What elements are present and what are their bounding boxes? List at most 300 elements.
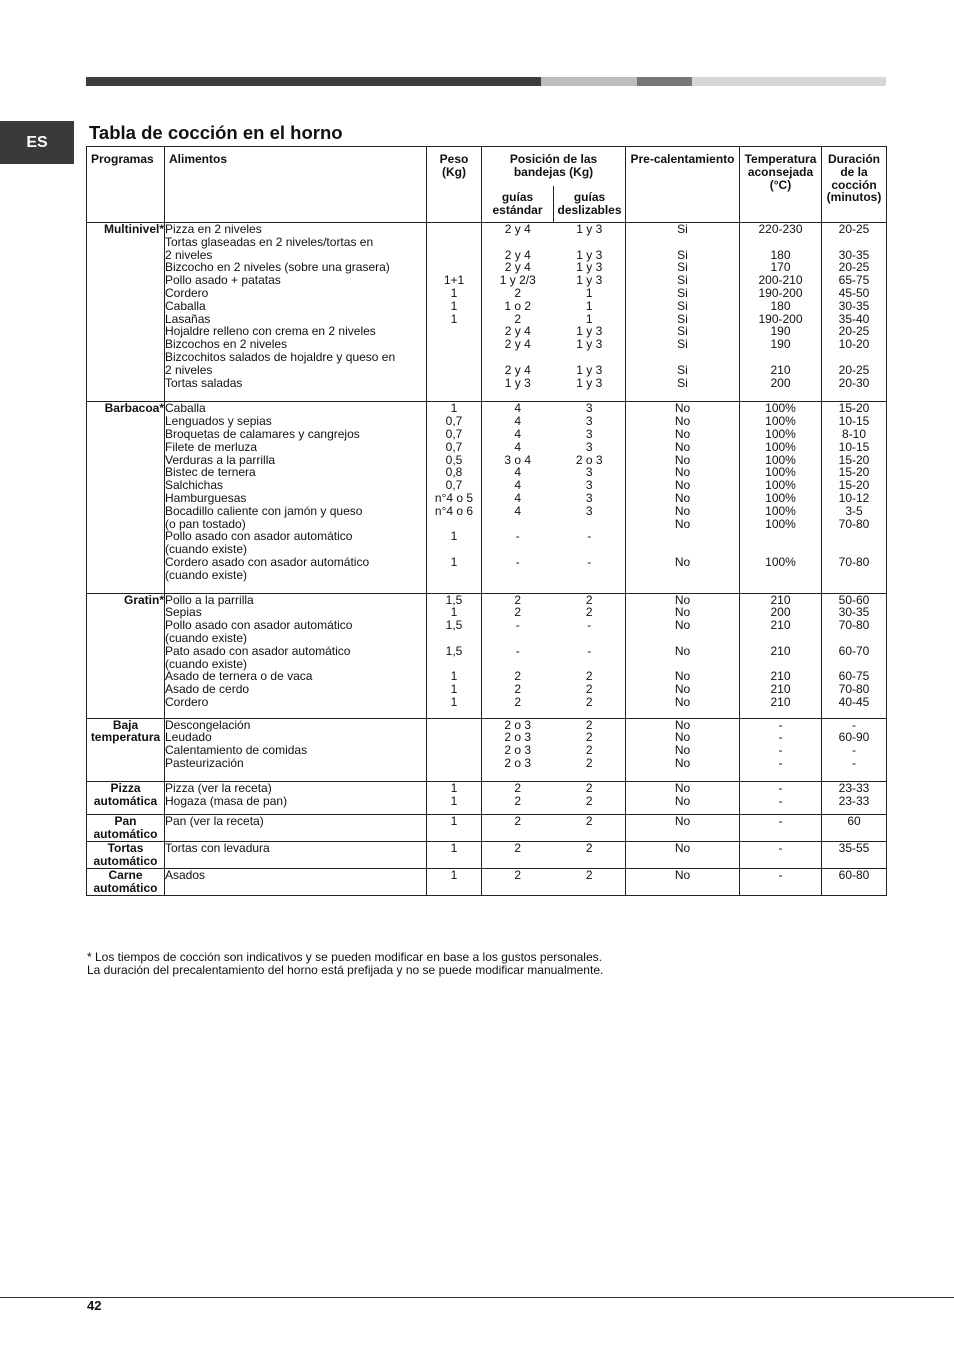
temperatura-value: -: [778, 743, 783, 758]
guias-estandar-value: 1 y 3: [504, 375, 531, 390]
precalentamiento-value: Si: [677, 375, 688, 390]
guias-deslizables-value: 2: [585, 605, 593, 620]
guias-deslizables-values: [554, 869, 626, 882]
peso-value: 0,7: [445, 426, 463, 441]
duracion-value: 35-40: [838, 311, 870, 326]
precalentamiento-cell: [626, 402, 740, 593]
guias-estandar-values: [482, 842, 554, 855]
peso-cell: [427, 593, 482, 718]
guias-deslizables-value: -: [587, 554, 592, 569]
food-item: Bizcochos en 2 niveles: [165, 337, 288, 352]
program-cell: [87, 815, 165, 842]
peso-cell: [427, 842, 482, 869]
precalentamiento-value: No: [674, 426, 691, 441]
precalentamiento-value: Si: [677, 298, 688, 313]
guias-estandar-value: 2 o 3: [504, 717, 532, 732]
precalentamiento-cell: [626, 593, 740, 718]
guias-deslizables-value: 3: [585, 490, 593, 505]
header-guias-estandar-line: guías: [501, 190, 534, 205]
header-temperatura-line: aconsejada: [747, 164, 814, 179]
duracion-cell: [822, 781, 887, 815]
guias-deslizables-value: 1 y 3: [576, 273, 603, 288]
precalentamiento-cell: [626, 718, 740, 781]
header-duracion: [822, 147, 887, 223]
peso-value: [427, 338, 481, 351]
peso-value: 1: [450, 814, 458, 829]
peso-value: n°4 o 6: [434, 503, 474, 518]
guias-deslizables-value: [554, 543, 626, 556]
header-guias-deslizables-line: guías: [573, 190, 606, 205]
food-item: Pizza en 2 niveles: [165, 222, 262, 236]
header-precalentamiento: Pre-calentamiento: [626, 147, 740, 223]
food-item: Tortas glaseadas en 2 niveles/tortas en: [165, 234, 374, 249]
peso-value: [427, 377, 481, 390]
program-name: Tortas: [107, 841, 144, 856]
temperatura-value: -: [778, 717, 783, 732]
temperatura-value: 200: [770, 375, 791, 390]
temperatura-cell: [740, 842, 822, 869]
temperatura-value: 200: [770, 605, 791, 620]
guias-estandar-value: 2: [514, 694, 522, 709]
food-item: Pan (ver la receta): [165, 814, 264, 829]
precalentamiento-value: Si: [677, 222, 688, 236]
guias-deslizables-value: 2: [585, 814, 593, 829]
guias-estandar-value: 4: [514, 490, 522, 505]
table-row: [87, 815, 887, 842]
guias-deslizables-values: [554, 719, 626, 770]
guias-estandar-values: [482, 815, 554, 828]
temperatura-value: 210: [770, 618, 791, 633]
precalentamiento-value: No: [674, 605, 691, 620]
guias-estandar-values: [482, 223, 554, 389]
footnote-line: La duración del precalentamiento del horno está prefijada y no se puede modificar manualmente.: [87, 963, 604, 977]
duracion-value: 60-75: [838, 669, 870, 684]
guias-deslizables-value: 3: [585, 503, 593, 518]
precalentamiento-cell: [626, 815, 740, 842]
temperatura-value: 180: [770, 247, 791, 262]
peso-value: [427, 223, 481, 236]
header-guias-deslizables: [553, 186, 625, 222]
guias-estandar-values: [482, 782, 554, 808]
duracion-value: 35-55: [838, 841, 870, 856]
guias-deslizables-value: 3: [585, 401, 593, 416]
program-name: temperatura: [90, 730, 161, 745]
duracion-value: -: [852, 717, 856, 732]
food-item: Pollo asado con asador automático: [165, 618, 353, 633]
duracion-value: 20-25: [838, 362, 870, 377]
peso-value: 1: [450, 285, 458, 300]
header-guias-deslizables-line: deslizables: [557, 203, 622, 218]
duracion-value: 70-80: [838, 618, 870, 633]
duracion-value: [822, 236, 886, 249]
food-item: Pizza (ver la receta): [165, 780, 272, 795]
food-item: Cordero asado con asador automático: [165, 554, 370, 569]
food-item: Filete de merluza: [165, 439, 258, 454]
peso-value: [427, 632, 481, 645]
guias-deslizables-value: 2: [585, 868, 593, 883]
temperatura-value: 210: [770, 643, 791, 658]
precalentamiento-value: [626, 236, 739, 249]
duracion-value: 8-10: [841, 426, 867, 441]
precalentamiento-value: No: [674, 814, 691, 829]
precalentamiento-value: [626, 543, 739, 556]
temperatura-value: -: [778, 841, 783, 856]
temperatura-value: [740, 632, 821, 645]
precalentamiento-value: No: [674, 490, 691, 505]
duracion-value: 23-33: [838, 780, 870, 795]
peso-value: 1+1: [443, 273, 465, 288]
guias-estandar-value: 4: [514, 414, 522, 429]
precalentamiento-value: Si: [677, 324, 688, 339]
food-item: Hamburguesas: [165, 490, 247, 505]
temperatura-value: -: [778, 756, 783, 771]
peso-value: [427, 236, 481, 249]
temperatura-value: [740, 351, 821, 364]
foods-cell: [165, 223, 427, 402]
posicion-cell: [482, 593, 626, 718]
foods-cell: [165, 402, 427, 593]
temperatura-value: 100%: [765, 516, 796, 531]
footnotes: [87, 951, 603, 977]
peso-value: 1: [450, 311, 458, 326]
peso-value: 1: [450, 529, 458, 544]
food-item: (cuando existe): [165, 630, 248, 645]
temperatura-cell: [740, 718, 822, 781]
duracion-value: 20-25: [838, 260, 870, 275]
precalentamiento-value: Si: [677, 285, 688, 300]
precalentamiento-value: No: [674, 868, 691, 883]
temperatura-value: -: [778, 793, 783, 808]
duracion-value: -: [852, 743, 856, 758]
guias-deslizables-value: 1 y 3: [576, 222, 603, 236]
guias-estandar-value: -: [515, 618, 520, 633]
duracion-value: 15-20: [838, 465, 870, 480]
guias-estandar-value: 4: [514, 478, 522, 493]
guias-estandar-value: 2: [514, 793, 522, 808]
guias-estandar-value: -: [515, 529, 520, 544]
temperatura-value: 100%: [765, 490, 796, 505]
food-item: Bistec de ternera: [165, 465, 256, 480]
guias-deslizables-value: 2: [585, 730, 593, 745]
guias-estandar-value: -: [515, 643, 520, 658]
food-item: Lasañas: [165, 311, 211, 326]
temperatura-cell: [740, 815, 822, 842]
header-duracion-line: cocción: [831, 177, 877, 192]
food-item: Asados: [165, 868, 206, 883]
bottom-rule: [0, 1297, 954, 1298]
temperatura-value: 210: [770, 694, 791, 709]
guias-deslizables-value: 1 y 3: [576, 337, 603, 352]
program-name: Gratin*: [123, 592, 164, 607]
precalentamiento-value: [626, 351, 739, 364]
peso-value: 1: [450, 694, 458, 709]
guias-estandar-values: [482, 869, 554, 882]
table-body: [87, 223, 887, 896]
food-item: Calentamiento de comidas: [165, 743, 308, 758]
peso-value: [427, 744, 481, 757]
duracion-value: 70-80: [838, 554, 870, 569]
guias-estandar-value: 2 y 4: [504, 247, 531, 262]
precalentamiento-value: No: [674, 694, 691, 709]
guias-deslizables-value: [554, 236, 626, 249]
food-item: Tortas saladas: [165, 375, 243, 390]
temperatura-value: -: [778, 814, 783, 829]
precalentamiento-value: [626, 569, 739, 582]
guias-estandar-value: 2: [514, 669, 522, 684]
peso-value: [427, 351, 481, 364]
precalentamiento-value: No: [674, 452, 691, 467]
guias-deslizables-value: 2: [585, 694, 593, 709]
program-name: Baja: [112, 717, 139, 732]
duracion-value: 10-15: [838, 414, 870, 429]
precalentamiento-value: No: [674, 756, 691, 771]
guias-deslizables-values: [554, 782, 626, 808]
peso-value: 1,5: [445, 618, 463, 633]
guias-deslizables-value: 3: [585, 426, 593, 441]
foods-cell: [165, 842, 427, 869]
guias-deslizables-value: 1 y 3: [576, 362, 603, 377]
duracion-value: 60-70: [838, 643, 870, 658]
precalentamiento-value: No: [674, 669, 691, 684]
guias-deslizables-value: 2: [585, 682, 593, 697]
food-item: Bizcochitos salados de hojaldre y queso en: [165, 349, 396, 364]
duracion-cell: [822, 593, 887, 718]
temperatura-value: 100%: [765, 414, 796, 429]
peso-value: 1: [450, 401, 458, 416]
precalentamiento-value: No: [674, 643, 691, 658]
peso-value: 1: [450, 793, 458, 808]
guias-estandar-value: -: [515, 554, 520, 569]
duracion-value: 30-35: [838, 605, 870, 620]
duracion-value: 15-20: [838, 401, 870, 416]
program-cell: [87, 223, 165, 402]
foods-cell: [165, 815, 427, 842]
duracion-value: 30-35: [838, 247, 870, 262]
temperatura-value: 100%: [765, 465, 796, 480]
guias-estandar-values: [482, 594, 554, 709]
precalentamiento-cell: [626, 223, 740, 402]
duracion-value: 10-20: [838, 337, 870, 352]
peso-cell: [427, 815, 482, 842]
temperatura-value: 210: [770, 362, 791, 377]
guias-estandar-value: 2 o 3: [504, 730, 532, 745]
peso-value: 1: [450, 298, 458, 313]
precalentamiento-value: Si: [677, 337, 688, 352]
food-item: Leudado: [165, 730, 212, 745]
foods-cell: [165, 593, 427, 718]
peso-value: n°4 o 5: [434, 490, 474, 505]
guias-estandar-value: 2: [514, 682, 522, 697]
guias-deslizables-value: 1: [585, 285, 593, 300]
guias-estandar-values: [482, 719, 554, 770]
peso-value: [427, 757, 481, 770]
precalentamiento-value: Si: [677, 311, 688, 326]
peso-cell: [427, 869, 482, 896]
duracion-value: 15-20: [838, 452, 870, 467]
guias-deslizables-value: [554, 632, 626, 645]
top-bar-segment-light: [541, 77, 637, 86]
precalentamiento-cell: [626, 869, 740, 896]
duracion-value: 70-80: [838, 682, 870, 697]
precalentamiento-value: Si: [677, 260, 688, 275]
food-item: Pasteurización: [165, 756, 244, 771]
duracion-value: 50-60: [838, 592, 870, 607]
food-item: (cuando existe): [165, 656, 248, 671]
food-item: Bocadillo caliente con jamón y queso: [165, 503, 363, 518]
precalentamiento-value: No: [674, 414, 691, 429]
temperatura-value: -: [778, 780, 783, 795]
peso-value: 0,7: [445, 414, 463, 429]
temperatura-value: [740, 569, 821, 582]
guias-deslizables-value: 2: [585, 669, 593, 684]
duracion-value: 15-20: [838, 478, 870, 493]
program-name: Pan: [114, 814, 137, 829]
header-peso: [427, 147, 482, 223]
guias-estandar-value: 2: [514, 592, 522, 607]
temperatura-value: 210: [770, 592, 791, 607]
food-item: Caballa: [165, 298, 206, 313]
temperatura-cell: [740, 593, 822, 718]
guias-estandar-value: 2: [514, 605, 522, 620]
guias-deslizables-values: [554, 223, 626, 389]
header-temperatura-line: (°C): [769, 177, 792, 192]
temperatura-value: -: [778, 868, 783, 883]
peso-value: 1: [450, 669, 458, 684]
header-duracion-line: Duración: [827, 152, 880, 166]
peso-value: [427, 731, 481, 744]
peso-value: 1: [450, 841, 458, 856]
precalentamiento-value: No: [674, 682, 691, 697]
duracion-cell: [822, 718, 887, 781]
temperatura-cell: [740, 781, 822, 815]
temperatura-cell: [740, 869, 822, 896]
temperatura-cell: [740, 402, 822, 593]
duracion-value: 20-30: [838, 375, 870, 390]
peso-value: 1: [450, 868, 458, 883]
program-name: automático: [93, 880, 158, 895]
food-item: Sepias: [165, 605, 202, 620]
guias-deslizables-value: 2: [585, 793, 593, 808]
guias-deslizables-value: 2: [585, 717, 593, 732]
precalentamiento-value: No: [674, 592, 691, 607]
duracion-value: 20-25: [838, 324, 870, 339]
peso-value: [427, 543, 481, 556]
table-row: [87, 593, 887, 718]
program-name: automático: [93, 827, 158, 842]
top-bar-segment-mid: [637, 77, 692, 86]
guias-deslizables-value: -: [587, 618, 592, 633]
food-item: Salchichas: [165, 478, 224, 493]
peso-value: 1: [450, 780, 458, 795]
temperatura-value: 180: [770, 298, 791, 313]
guias-estandar-value: 4: [514, 503, 522, 518]
precalentamiento-value: No: [674, 793, 691, 808]
temperatura-value: 190-200: [758, 285, 803, 300]
precalentamiento-cell: [626, 842, 740, 869]
precalentamiento-value: No: [674, 503, 691, 518]
guias-estandar-value: [482, 569, 554, 582]
posicion-cell: [482, 815, 626, 842]
peso-value: [427, 719, 481, 732]
precalentamiento-value: No: [674, 717, 691, 732]
guias-deslizables-value: 1 y 3: [576, 375, 603, 390]
duracion-value: [822, 351, 886, 364]
duracion-cell: [822, 869, 887, 896]
food-item: Asado de ternera o de vaca: [165, 669, 313, 684]
peso-value: [427, 325, 481, 338]
temperatura-value: 190-200: [758, 311, 803, 326]
guias-estandar-value: 2: [514, 780, 522, 795]
duracion-value: [822, 543, 886, 556]
table-row: [87, 869, 887, 896]
duracion-cell: [822, 402, 887, 593]
precalentamiento-value: Si: [677, 362, 688, 377]
food-item: Lenguados y sepias: [165, 414, 272, 429]
duracion-value: 40-45: [838, 694, 870, 709]
precalentamiento-value: No: [674, 743, 691, 758]
guias-deslizables-value: [554, 351, 626, 364]
food-item: Pollo a la parrilla: [165, 592, 254, 607]
duracion-value: [822, 569, 886, 582]
precalentamiento-value: No: [674, 780, 691, 795]
cooking-table: [86, 146, 887, 896]
food-item: Pollo asado con asador automático: [165, 529, 353, 544]
header-peso-line: Peso: [439, 152, 469, 166]
precalentamiento-value: Si: [677, 247, 688, 262]
precalentamiento-cell: [626, 781, 740, 815]
table-row: [87, 781, 887, 815]
duracion-value: 3-5: [845, 503, 863, 518]
temperatura-value: -: [778, 730, 783, 745]
header-alimentos: Alimentos: [165, 147, 427, 223]
temperatura-value: 210: [770, 669, 791, 684]
header-peso-line: (Kg): [442, 164, 466, 179]
peso-value: 1: [450, 554, 458, 569]
food-item: Caballa: [165, 401, 206, 416]
guias-deslizables-values: [554, 402, 626, 581]
guias-deslizables-values: [554, 594, 626, 709]
top-color-bar: [86, 77, 886, 86]
guias-estandar-value: 2 y 4: [504, 260, 531, 275]
temperatura-value: 100%: [765, 478, 796, 493]
footnote-line: * Los tiempos de cocción son indicativos y se pueden modificar en base a los gustos personales.: [87, 950, 602, 964]
posicion-cell: [482, 869, 626, 896]
peso-value: 0,7: [445, 478, 463, 493]
table-row: [87, 842, 887, 869]
guias-deslizables-value: 1 y 3: [576, 324, 603, 339]
guias-estandar-value: 1 o 2: [504, 298, 532, 313]
guias-estandar-value: 2: [514, 841, 522, 856]
table-row: [87, 223, 887, 402]
guias-deslizables-value: 2: [585, 756, 593, 771]
header-duracion-line: (minutos): [826, 190, 882, 205]
program-name: Pizza: [110, 780, 141, 795]
language-tab: ES: [0, 121, 74, 164]
posicion-cell: [482, 842, 626, 869]
food-item: Pato asado con asador automático: [165, 643, 351, 658]
program-cell: [87, 781, 165, 815]
food-item: (cuando existe): [165, 542, 248, 557]
duracion-value: 45-50: [838, 285, 870, 300]
page-number: 42: [87, 1298, 102, 1313]
guias-deslizables-value: -: [587, 643, 592, 658]
duracion-value: [822, 632, 886, 645]
food-item: Asado de cerdo: [165, 682, 250, 697]
precalentamiento-value: Si: [677, 273, 688, 288]
peso-value: [427, 569, 481, 582]
guias-estandar-value: 4: [514, 465, 522, 480]
food-item: Cordero: [165, 285, 209, 300]
